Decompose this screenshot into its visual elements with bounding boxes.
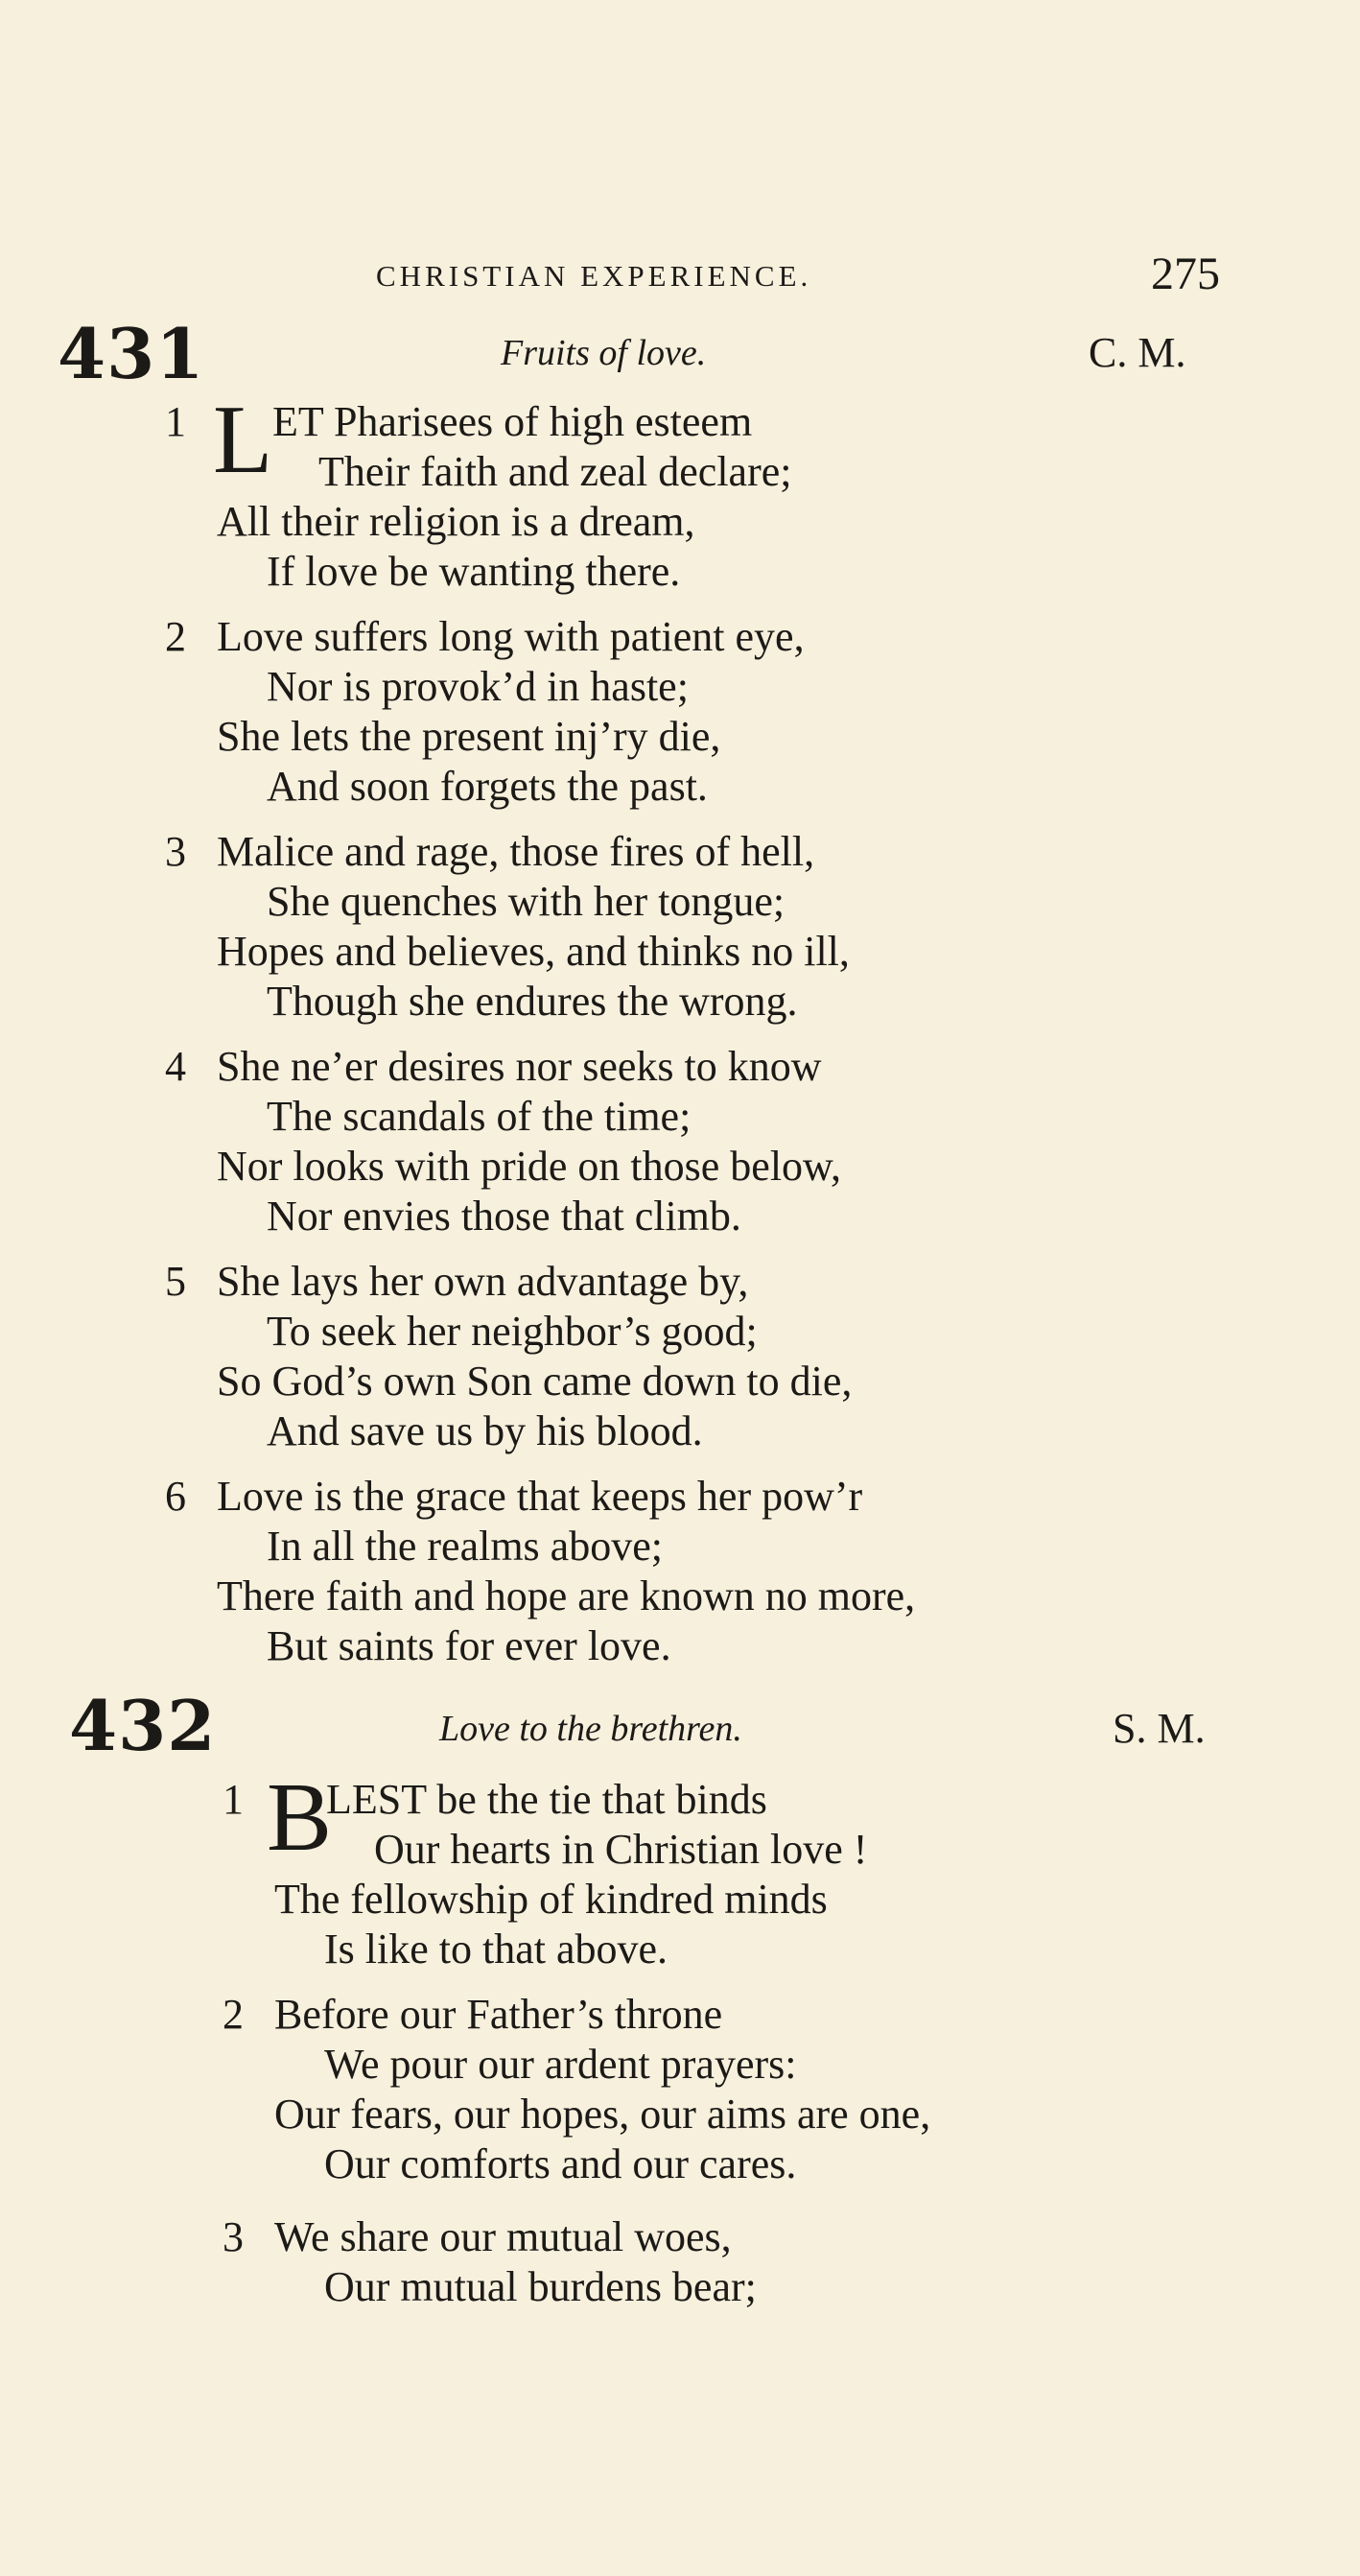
verse-line: Before our Father’s throne (274, 1991, 723, 2038)
verse-line: She quenches with her tongue; (267, 878, 786, 925)
verse-line: Nor envies those that climb. (267, 1193, 741, 1240)
verse-line: Malice and rage, those fires of hell, (217, 828, 815, 875)
verse-line: ET Pharisees of high esteem (272, 398, 753, 445)
verse-line: Love is the grace that keeps her pow’r (217, 1473, 863, 1520)
verse-line: The scandals of the time; (267, 1093, 692, 1140)
verse-line: Though she endures the wrong. (267, 978, 798, 1025)
verse-line: There faith and hope are known no more, (217, 1572, 916, 1619)
verse-line: And soon forgets the past. (267, 763, 708, 810)
verse-line: The fellowship of kindred minds (274, 1876, 828, 1923)
hymn-meter: C. M. (1089, 329, 1186, 376)
verse-number: 1 (223, 1776, 244, 1823)
verse-line: To seek her neighbor’s good; (267, 1308, 758, 1355)
verse-line: She ne’er desires nor seeks to know (217, 1043, 822, 1090)
verse-line: We share our mutual woes, (274, 2213, 732, 2260)
verse-line: LEST be the tie that binds (326, 1776, 767, 1823)
verse-line: Their faith and zeal declare; (318, 448, 792, 495)
hymn-title: Love to the brethren. (439, 1709, 742, 1749)
verse-line: So God’s own Son came down to die, (217, 1358, 853, 1405)
hymn-meter: S. M. (1113, 1705, 1206, 1752)
hymn-number: 432 (69, 1685, 217, 1766)
verse-line: We pour our ardent prayers: (324, 2041, 797, 2088)
verse-number: 3 (223, 2213, 244, 2260)
verse-number: 5 (165, 1258, 186, 1305)
verse-line: Our hearts in Christian love ! (374, 1826, 868, 1873)
verse-line: Is like to that above. (324, 1926, 668, 1973)
verse-line: In all the realms above; (267, 1523, 663, 1570)
page-number: 275 (1151, 248, 1220, 299)
verse-number: 4 (165, 1043, 186, 1090)
verse-number: 3 (165, 828, 186, 875)
verse-line: All their religion is a dream, (217, 498, 695, 545)
verse-line: And save us by his blood. (267, 1407, 703, 1454)
verse-number: 6 (165, 1473, 186, 1520)
running-title: CHRISTIAN EXPERIENCE. (376, 259, 812, 293)
verse-line: Our mutual burdens bear; (324, 2263, 757, 2310)
verse-line: Hopes and believes, and thinks no ill, (217, 928, 850, 975)
verse-line: But saints for ever love. (267, 1622, 671, 1669)
drop-cap: B (267, 1763, 333, 1872)
verse-line: Our comforts and our cares. (324, 2140, 797, 2187)
verse-line: Nor looks with pride on those below, (217, 1143, 841, 1190)
verse-line: Our fears, our hopes, our aims are one, (274, 2091, 931, 2138)
verse-number: 2 (165, 613, 186, 660)
verse-line: Love suffers long with patient eye, (217, 613, 805, 660)
verse-line: She lets the present inj’ry die, (217, 713, 721, 760)
verse-line: Nor is provok’d in haste; (267, 663, 689, 710)
verse-line: If love be wanting there. (267, 548, 681, 595)
verse-number: 1 (165, 398, 186, 445)
verse-line: She lays her own advantage by, (217, 1258, 749, 1305)
hymn-title: Fruits of love. (501, 333, 707, 373)
drop-cap: L (213, 386, 273, 494)
verse-number: 2 (223, 1991, 244, 2038)
hymn-number: 431 (58, 313, 205, 394)
